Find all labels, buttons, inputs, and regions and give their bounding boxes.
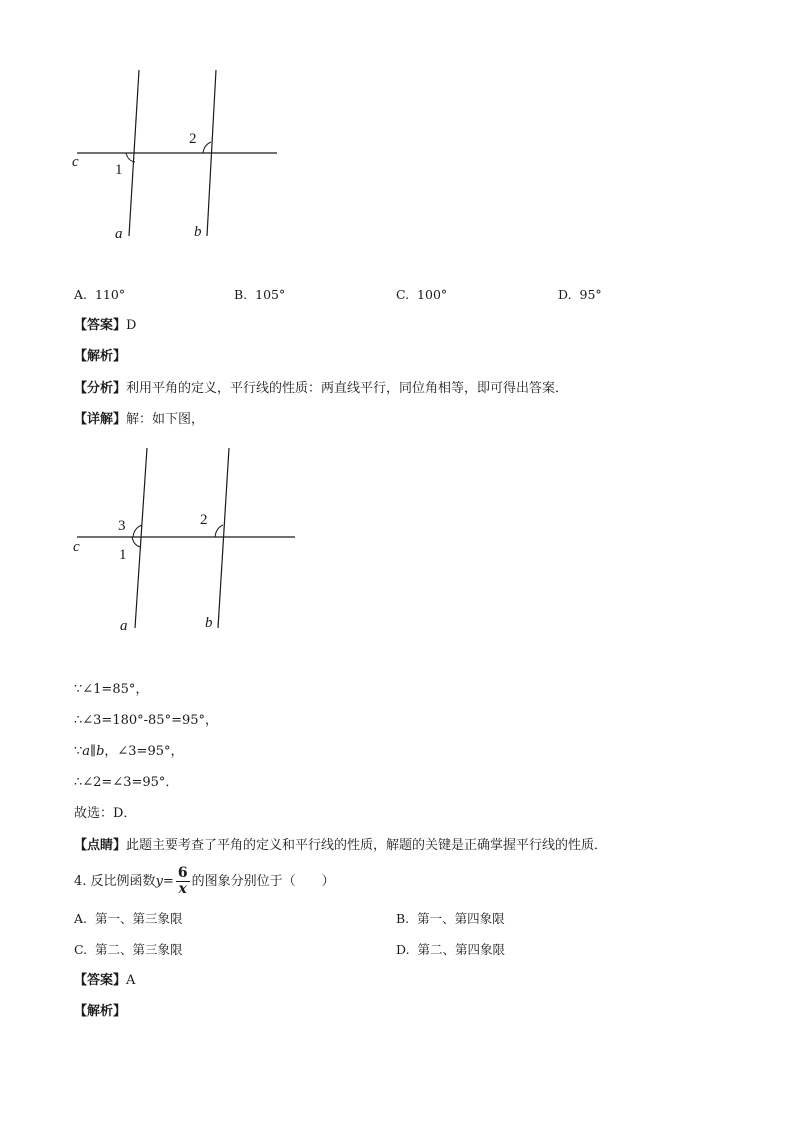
xiangjie-text: 解：如下图， bbox=[126, 412, 205, 427]
angle-2-label: 2 bbox=[189, 131, 197, 147]
fraction bbox=[176, 866, 190, 897]
label-a: a bbox=[120, 618, 128, 634]
option-text: 110° bbox=[94, 287, 126, 302]
var-a: a bbox=[82, 744, 91, 759]
option-letter: A. bbox=[74, 287, 88, 302]
option-letter: C. bbox=[74, 942, 88, 957]
option-text: 第二、第四象限 bbox=[417, 942, 506, 957]
option-text: 第二、第三象限 bbox=[95, 942, 183, 957]
option-letter: B. bbox=[396, 911, 410, 926]
fraction-numerator: 6 bbox=[177, 865, 188, 881]
step-3 bbox=[74, 743, 184, 761]
step-4: ∴∠2=∠3=95°． bbox=[74, 775, 179, 790]
option-text: 105° bbox=[255, 287, 286, 302]
option-a bbox=[74, 286, 125, 304]
option-text: 第一、第三象限 bbox=[94, 911, 183, 926]
option-letter: D. bbox=[396, 942, 410, 957]
step-1: ∵∠1=85°， bbox=[74, 682, 149, 697]
comment bbox=[74, 837, 607, 855]
analysis-heading-q4: 【解析】 bbox=[74, 1004, 127, 1019]
angle-1-label: 1 bbox=[115, 162, 123, 178]
label-c: c bbox=[72, 154, 79, 170]
figure-1-svg bbox=[70, 60, 290, 250]
option-text: 95° bbox=[579, 287, 602, 302]
analysis-heading: 【解析】 bbox=[74, 349, 127, 364]
fraction-denominator: x bbox=[178, 881, 187, 897]
dianjing-text: 此题主要考查了平角的定义和平行线的性质，解题的关键是正确掌握平行线的性质． bbox=[126, 838, 608, 853]
xiangjie-tag: 【详解】 bbox=[74, 412, 127, 427]
label-b: b bbox=[205, 615, 213, 631]
step-5: 故选：D． bbox=[74, 806, 137, 821]
angle-1-label: 1 bbox=[119, 547, 127, 563]
angle-2-arc bbox=[215, 525, 223, 537]
label-a: a bbox=[115, 226, 123, 242]
option-d bbox=[558, 286, 602, 304]
fenxi-text: 利用平角的定义，平行线的性质：两直线平行，同位角相等，即可得出答案． bbox=[126, 381, 569, 396]
step-3-because: ∵ bbox=[74, 744, 83, 759]
answer-text: D bbox=[126, 318, 137, 333]
question-suffix: 的图象分别位于（ ） bbox=[191, 874, 335, 889]
answer-q4 bbox=[74, 972, 135, 990]
option-text: 第一、第四象限 bbox=[417, 911, 505, 926]
detailed-solution bbox=[74, 411, 204, 429]
var-b: b bbox=[96, 744, 105, 759]
option-c bbox=[74, 941, 183, 959]
option-letter: C. bbox=[396, 287, 410, 302]
dianjing-tag: 【点睛】 bbox=[74, 838, 127, 853]
answer-text: A bbox=[126, 973, 136, 988]
answer-tag: 【答案】 bbox=[74, 318, 127, 333]
angle-2-arc bbox=[203, 142, 211, 153]
figure-2 bbox=[70, 440, 310, 640]
label-c: c bbox=[73, 539, 80, 555]
option-letter: A. bbox=[74, 911, 88, 926]
figure-2-svg bbox=[70, 440, 310, 640]
option-a bbox=[74, 910, 182, 928]
analysis-summary bbox=[74, 380, 568, 398]
angle-1-arc bbox=[132, 537, 141, 547]
option-b bbox=[396, 910, 505, 928]
option-b bbox=[234, 286, 285, 304]
option-d bbox=[396, 941, 505, 959]
fenxi-tag: 【分析】 bbox=[74, 381, 127, 396]
line-a bbox=[135, 448, 147, 628]
angle-3-label: 3 bbox=[118, 518, 126, 534]
question-number: 4. bbox=[74, 874, 87, 889]
step-3-rest: ，∠3=95°， bbox=[104, 744, 184, 759]
option-letter: D. bbox=[558, 287, 572, 302]
parallel-symbol: ∥ bbox=[90, 744, 97, 759]
option-c bbox=[396, 286, 447, 304]
var-y: y bbox=[155, 874, 163, 889]
answer-tag: 【答案】 bbox=[74, 973, 127, 988]
answer-q3 bbox=[74, 317, 136, 335]
figure-1 bbox=[70, 60, 290, 250]
option-letter: B. bbox=[234, 287, 248, 302]
equals-sign: = bbox=[162, 874, 174, 889]
angle-2-label: 2 bbox=[200, 512, 208, 528]
option-text: 100° bbox=[417, 287, 448, 302]
question-4 bbox=[74, 866, 335, 897]
step-2: ∴∠3=180°-85°=95°， bbox=[74, 713, 219, 728]
question-prefix: 反比例函数 bbox=[90, 874, 156, 889]
label-b: b bbox=[194, 224, 202, 240]
line-b bbox=[218, 448, 229, 628]
